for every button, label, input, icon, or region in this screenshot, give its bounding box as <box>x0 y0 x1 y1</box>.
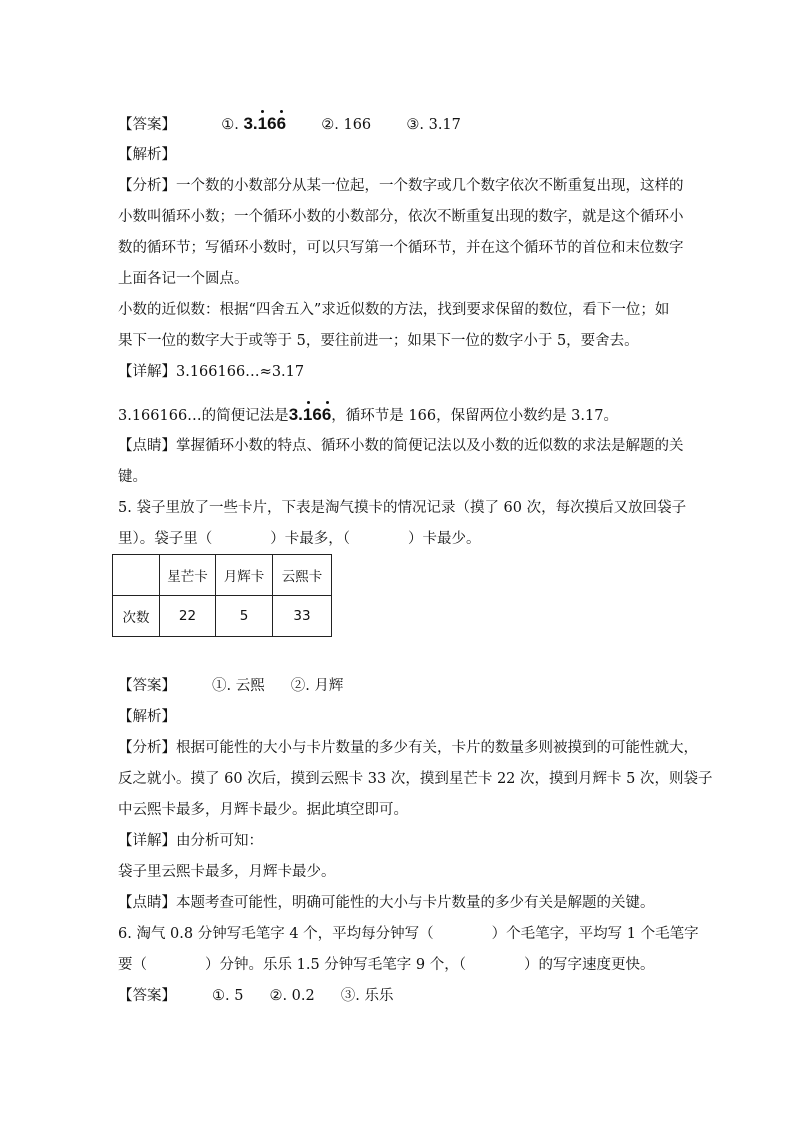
table-cell: 22 <box>160 596 216 637</box>
table-header-cell: 云熙卡 <box>273 555 332 596</box>
table-header-row <box>113 555 332 596</box>
table-cell: 33 <box>273 596 332 637</box>
q5-analysis-line-1: 【分析】根据可能性的大小与卡片数量的多少有关，卡片的数量多则被摸到的可能性就大， <box>118 740 698 756</box>
table-header-cell <box>113 555 160 596</box>
q5-result-line: 袋子里云熙卡最多，月辉卡最少。 <box>118 864 336 880</box>
analysis-heading: 【解析】 <box>118 709 176 725</box>
q4-result-line: 3.166166…的简便记法是3.166，循环节是 166，保留两位小数约是 3.17。 <box>118 405 618 424</box>
q5-key-line: 【点睛】本题考查可能性，明确可能性的大小与卡片数量的多少有关是解题的关键。 <box>118 895 655 911</box>
q5-analysis-line-2: 反之就小。摸了 60 次后，摸到云熙卡 33 次，摸到星芒卡 22 次，摸到月辉卡 5 次，则袋子 <box>118 771 713 787</box>
q4-approx-line-2: 果下一位的数字大于或等于 5，要往前进一；如果下一位的数字小于 5，要舍去。 <box>118 333 639 349</box>
table-cell: 5 <box>216 596 273 637</box>
q5-detail-line: 【详解】由分析可知： <box>118 833 263 849</box>
table-header-cell: 月辉卡 <box>216 555 273 596</box>
repeating-decimal: 3.166 <box>243 114 287 133</box>
answer-1-label: ①. <box>221 117 239 133</box>
q4-approx-line-1: 小数的近似数：根据“四舍五入”求近似数的方法，找到要求保留的数位，看下一位；如 <box>118 302 670 318</box>
q4-detail-line: 【详解】3.166166…≈3.17 <box>118 364 305 380</box>
analysis-heading: 【解析】 <box>118 147 176 163</box>
table-row <box>113 596 332 637</box>
q4-key-line-1: 【点睛】掌握循环小数的特点、循环小数的简便记法以及小数的近似数的求法是解题的关 <box>118 438 684 454</box>
table-header-cell: 星芒卡 <box>160 555 216 596</box>
q5-answer-line: 【答案】 ①. 云熙 ②. 月辉 <box>118 678 344 694</box>
table-row-label: 次数 <box>113 596 160 637</box>
q6-stem-line-1: 6. 淘气 0.8 分钟写毛笔字 4 个，平均每分钟写（ ）个毛笔字，平均写 1 个毛笔字 <box>118 926 699 942</box>
q5-stem-line-1: 5. 袋子里放了一些卡片，下表是淘气摸卡的情况记录（摸了 60 次，每次摸后又放回袋子 <box>118 500 687 516</box>
q5-analysis-line-3: 中云熙卡最多，月辉卡最少。据此填空即可。 <box>118 802 408 818</box>
q4-analysis-line-3: 数的循环节；写循环小数时，可以只写第一个循环节，并在这个循环节的首位和末位数字 <box>118 240 684 256</box>
q4-analysis-line-4: 上面各记一个圆点。 <box>118 271 249 287</box>
answer-tag: 【答案】 <box>118 117 176 133</box>
q6-answer-line: 【答案】 ①. 5 ②. 0.2 ③. 乐乐 <box>118 988 394 1004</box>
q5-stem-line-2: 里）。袋子里（ ）卡最多，（ ）卡最少。 <box>118 531 481 547</box>
answer-3: ③. 3.17 <box>406 117 461 133</box>
q6-stem-line-2: 要（ ）分钟。乐乐 1.5 分钟写毛笔字 9 个，（ ）的写字速度更快。 <box>118 957 655 973</box>
q4-key-line-2: 键。 <box>118 469 147 485</box>
answer-2: ②. 166 <box>321 117 372 133</box>
q4-analysis-line-2: 小数叫循环小数；一个循环小数的小数部分，依次不断重复出现的数字，就是这个循环小 <box>118 209 684 225</box>
q4-analysis-line-1: 【分析】一个数的小数部分从某一位起，一个数字或几个数字依次不断重复出现，这样的 <box>118 178 684 194</box>
q4-answer-line <box>118 114 678 135</box>
repeating-decimal: 3.166 <box>288 405 332 424</box>
card-frequency-table <box>112 554 332 637</box>
